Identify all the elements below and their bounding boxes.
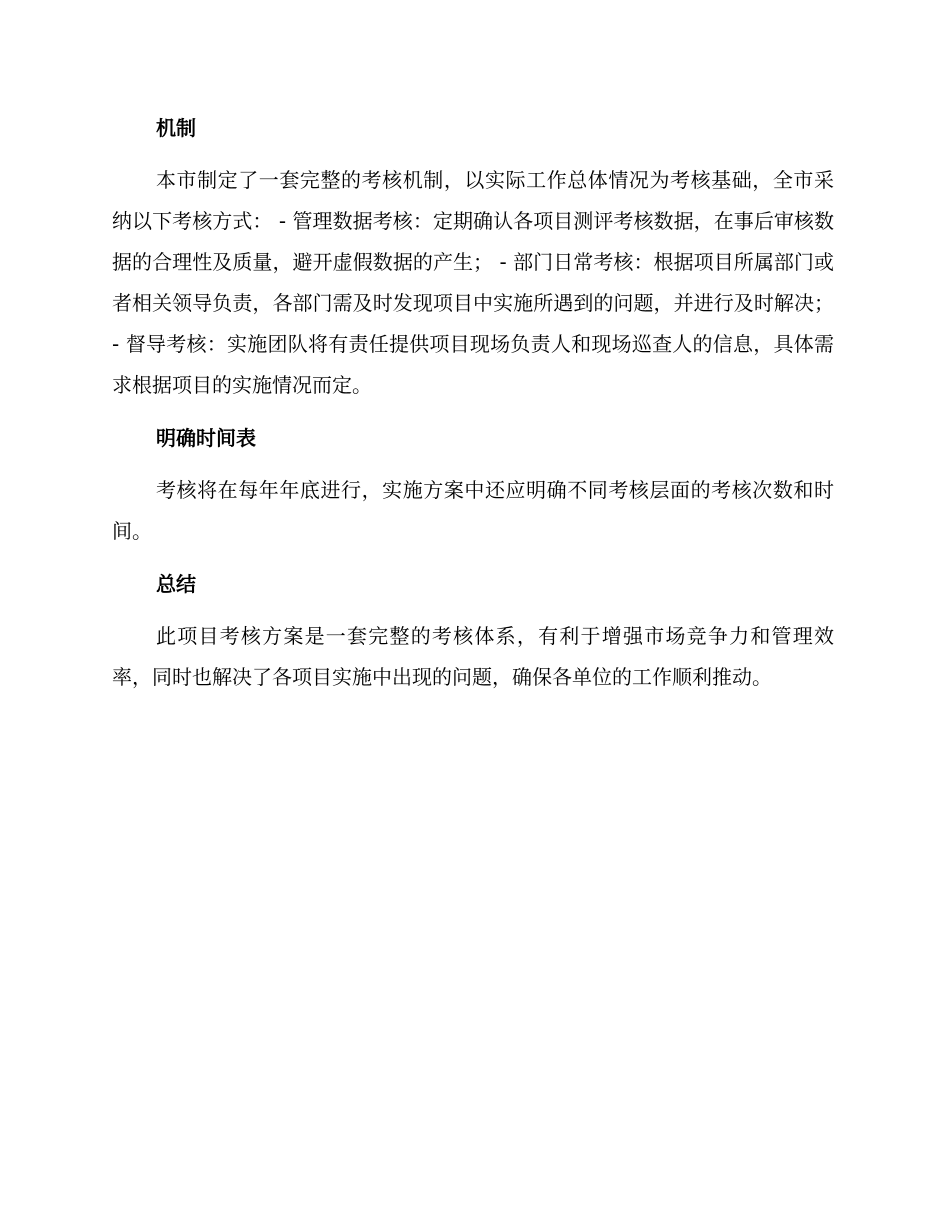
section-mechanism bbox=[112, 108, 834, 406]
section-heading: 机制 bbox=[156, 116, 196, 140]
section-paragraph: 考核将在每年年底进行，实施方案中还应明确不同考核层面的考核次数和时间。 bbox=[112, 478, 834, 543]
document-page bbox=[112, 108, 834, 710]
section-paragraph: 本市制定了一套完整的考核机制，以实际工作总体情况为考核基础，全市采纳以下考核方式： - 管理数据考核：定期确认各项目测评考核数据，在事后审核数据的合理性及质量，避开虚假数据的产生； - 部门日常考核：根据项目所属部门或者相关领导负责，各部门需及时发现项目中实施所遇到的问题，并进行及时解决； - 督导考核：实施团队将有责任提供项目现场负责人和现场巡查人的信息，具体需求根据项目的实施情况而定。 bbox=[112, 168, 834, 397]
section-timeline bbox=[112, 418, 834, 552]
section-summary bbox=[112, 564, 834, 698]
section-heading: 总结 bbox=[156, 572, 196, 596]
section-paragraph: 此项目考核方案是一套完整的考核体系，有利于增强市场竞争力和管理效率，同时也解决了各项目实施中出现的问题，确保各单位的工作顺利推动。 bbox=[112, 624, 834, 689]
section-heading: 明确时间表 bbox=[156, 426, 256, 450]
